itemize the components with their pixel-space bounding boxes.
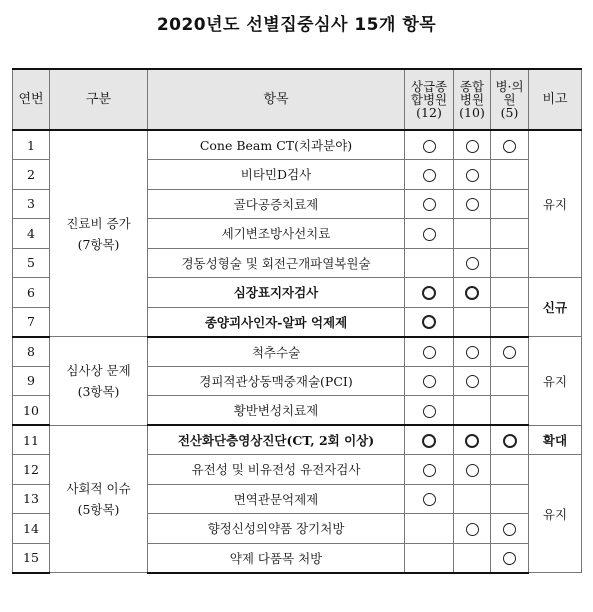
general-mark-cell bbox=[454, 248, 491, 278]
clinic-mark-cell bbox=[491, 366, 529, 396]
circle-mark-icon bbox=[423, 169, 436, 182]
category-count: (3항목) bbox=[77, 383, 120, 399]
tertiary-mark-cell bbox=[405, 307, 454, 337]
row-number: 8 bbox=[13, 337, 50, 367]
circle-mark-icon bbox=[422, 286, 436, 300]
review-item-name: 전산화단층영상진단(CT, 2회 이상) bbox=[148, 425, 405, 455]
review-item-name: 비타민D검사 bbox=[148, 160, 405, 190]
category-cell bbox=[50, 130, 148, 337]
row-number: 15 bbox=[13, 543, 50, 573]
general-mark-cell bbox=[454, 219, 491, 249]
circle-mark-icon bbox=[422, 315, 436, 329]
clinic-mark-cell bbox=[491, 425, 529, 455]
review-item-name: 심장표지자검사 bbox=[148, 278, 405, 308]
circle-mark-icon bbox=[503, 552, 516, 565]
row-number: 3 bbox=[13, 189, 50, 219]
document-title: 2020년도 선별집중심사 15개 항목 bbox=[156, 15, 437, 35]
review-item-name: 종양괴사인자-알파 억제제 bbox=[148, 307, 405, 337]
tertiary-mark-cell bbox=[405, 484, 454, 514]
clinic-mark-cell bbox=[491, 189, 529, 219]
tertiary-mark-cell bbox=[405, 396, 454, 426]
clinic-mark-cell bbox=[491, 455, 529, 485]
tertiary-mark-cell bbox=[405, 455, 454, 485]
header-general-hospital: 종합병원 (10) bbox=[454, 69, 491, 130]
general-mark-cell bbox=[454, 543, 491, 573]
header-no: 연번 bbox=[13, 69, 50, 130]
row-number: 11 bbox=[13, 425, 50, 455]
circle-mark-icon bbox=[466, 257, 479, 270]
tertiary-mark-cell bbox=[405, 425, 454, 455]
category-count: (5항목) bbox=[77, 501, 120, 517]
note-cell: 유지 bbox=[529, 337, 582, 426]
review-item-name: 황반변성치료제 bbox=[148, 396, 405, 426]
general-mark-cell bbox=[454, 366, 491, 396]
circle-mark-icon bbox=[503, 434, 517, 448]
review-item-name: 면역관문억제제 bbox=[148, 484, 405, 514]
review-item-name: 경동성형술 및 회전근개파열복원술 bbox=[148, 248, 405, 278]
row-number: 1 bbox=[13, 130, 50, 160]
note-cell: 유지 bbox=[529, 455, 582, 573]
row-number: 12 bbox=[13, 455, 50, 485]
clinic-mark-cell bbox=[491, 396, 529, 426]
clinic-mark-cell bbox=[491, 543, 529, 573]
clinic-mark-cell bbox=[491, 514, 529, 544]
review-item-name: 향정신성의약품 장기처방 bbox=[148, 514, 405, 544]
note-cell: 유지 bbox=[529, 130, 582, 278]
general-mark-cell bbox=[454, 396, 491, 426]
circle-mark-icon bbox=[423, 375, 436, 388]
circle-mark-icon bbox=[423, 405, 436, 418]
circle-mark-icon bbox=[503, 140, 516, 153]
circle-mark-icon bbox=[422, 434, 436, 448]
review-item-name: 약제 다품목 처방 bbox=[148, 543, 405, 573]
tertiary-mark-cell bbox=[405, 543, 454, 573]
row-number: 7 bbox=[13, 307, 50, 337]
tertiary-mark-cell bbox=[405, 219, 454, 249]
note-cell: 신규 bbox=[529, 278, 582, 337]
category-label: 심사상 문제 bbox=[66, 362, 131, 378]
clinic-mark-cell bbox=[491, 337, 529, 367]
circle-mark-icon bbox=[423, 464, 436, 477]
tertiary-mark-cell bbox=[405, 160, 454, 190]
circle-mark-icon bbox=[423, 198, 436, 211]
general-mark-cell bbox=[454, 278, 491, 308]
tertiary-mark-cell bbox=[405, 248, 454, 278]
clinic-mark-cell bbox=[491, 248, 529, 278]
table-row bbox=[13, 425, 582, 455]
review-item-name: Cone Beam CT(치과분야) bbox=[148, 130, 405, 160]
table-row bbox=[13, 130, 582, 160]
review-item-name: 척추수술 bbox=[148, 337, 405, 367]
clinic-mark-cell bbox=[491, 307, 529, 337]
general-mark-cell bbox=[454, 455, 491, 485]
circle-mark-icon bbox=[423, 140, 436, 153]
header-item: 항목 bbox=[148, 69, 405, 130]
general-mark-cell bbox=[454, 484, 491, 514]
review-item-name: 세기변조방사선치료 bbox=[148, 219, 405, 249]
table-header-row bbox=[13, 69, 582, 130]
circle-mark-icon bbox=[466, 523, 479, 536]
circle-mark-icon bbox=[423, 346, 436, 359]
clinic-mark-cell bbox=[491, 130, 529, 160]
row-number: 13 bbox=[13, 484, 50, 514]
tertiary-mark-cell bbox=[405, 189, 454, 219]
general-mark-cell bbox=[454, 160, 491, 190]
circle-mark-icon bbox=[466, 169, 479, 182]
row-number: 14 bbox=[13, 514, 50, 544]
review-items-table bbox=[12, 68, 582, 574]
review-item-name: 골다공증치료제 bbox=[148, 189, 405, 219]
circle-mark-icon bbox=[466, 198, 479, 211]
circle-mark-icon bbox=[503, 346, 516, 359]
category-cell bbox=[50, 337, 148, 426]
header-tertiary-hospital: 상급종합병원 (12) bbox=[405, 69, 454, 130]
row-number: 5 bbox=[13, 248, 50, 278]
row-number: 6 bbox=[13, 278, 50, 308]
category-label: 진료비 증가 bbox=[66, 215, 131, 231]
general-mark-cell bbox=[454, 130, 491, 160]
circle-mark-icon bbox=[466, 464, 479, 477]
general-mark-cell bbox=[454, 337, 491, 367]
header-category: 구분 bbox=[50, 69, 148, 130]
tertiary-mark-cell bbox=[405, 514, 454, 544]
table-body bbox=[13, 130, 582, 573]
row-number: 10 bbox=[13, 396, 50, 426]
header-note: 비고 bbox=[529, 69, 582, 130]
clinic-mark-cell bbox=[491, 278, 529, 308]
note-cell: 확대 bbox=[529, 425, 582, 455]
clinic-mark-cell bbox=[491, 219, 529, 249]
review-item-name: 경피적관상동맥중재술(PCI) bbox=[148, 366, 405, 396]
general-mark-cell bbox=[454, 425, 491, 455]
circle-mark-icon bbox=[466, 346, 479, 359]
category-count: (7항목) bbox=[77, 236, 120, 252]
review-item-name: 유전성 및 비유전성 유전자검사 bbox=[148, 455, 405, 485]
clinic-mark-cell bbox=[491, 160, 529, 190]
circle-mark-icon bbox=[466, 375, 479, 388]
circle-mark-icon bbox=[466, 140, 479, 153]
general-mark-cell bbox=[454, 514, 491, 544]
category-cell bbox=[50, 425, 148, 573]
row-number: 2 bbox=[13, 160, 50, 190]
row-number: 4 bbox=[13, 219, 50, 249]
clinic-mark-cell bbox=[491, 484, 529, 514]
tertiary-mark-cell bbox=[405, 278, 454, 308]
circle-mark-icon bbox=[465, 434, 479, 448]
tertiary-mark-cell bbox=[405, 366, 454, 396]
header-clinic: 병·의원 (5) bbox=[491, 69, 529, 130]
circle-mark-icon bbox=[503, 523, 516, 536]
circle-mark-icon bbox=[423, 228, 436, 241]
circle-mark-icon bbox=[423, 493, 436, 506]
row-number: 9 bbox=[13, 366, 50, 396]
table-row bbox=[13, 337, 582, 367]
category-label: 사회적 이슈 bbox=[66, 480, 131, 496]
general-mark-cell bbox=[454, 189, 491, 219]
tertiary-mark-cell bbox=[405, 337, 454, 367]
general-mark-cell bbox=[454, 307, 491, 337]
circle-mark-icon bbox=[465, 286, 479, 300]
tertiary-mark-cell bbox=[405, 130, 454, 160]
